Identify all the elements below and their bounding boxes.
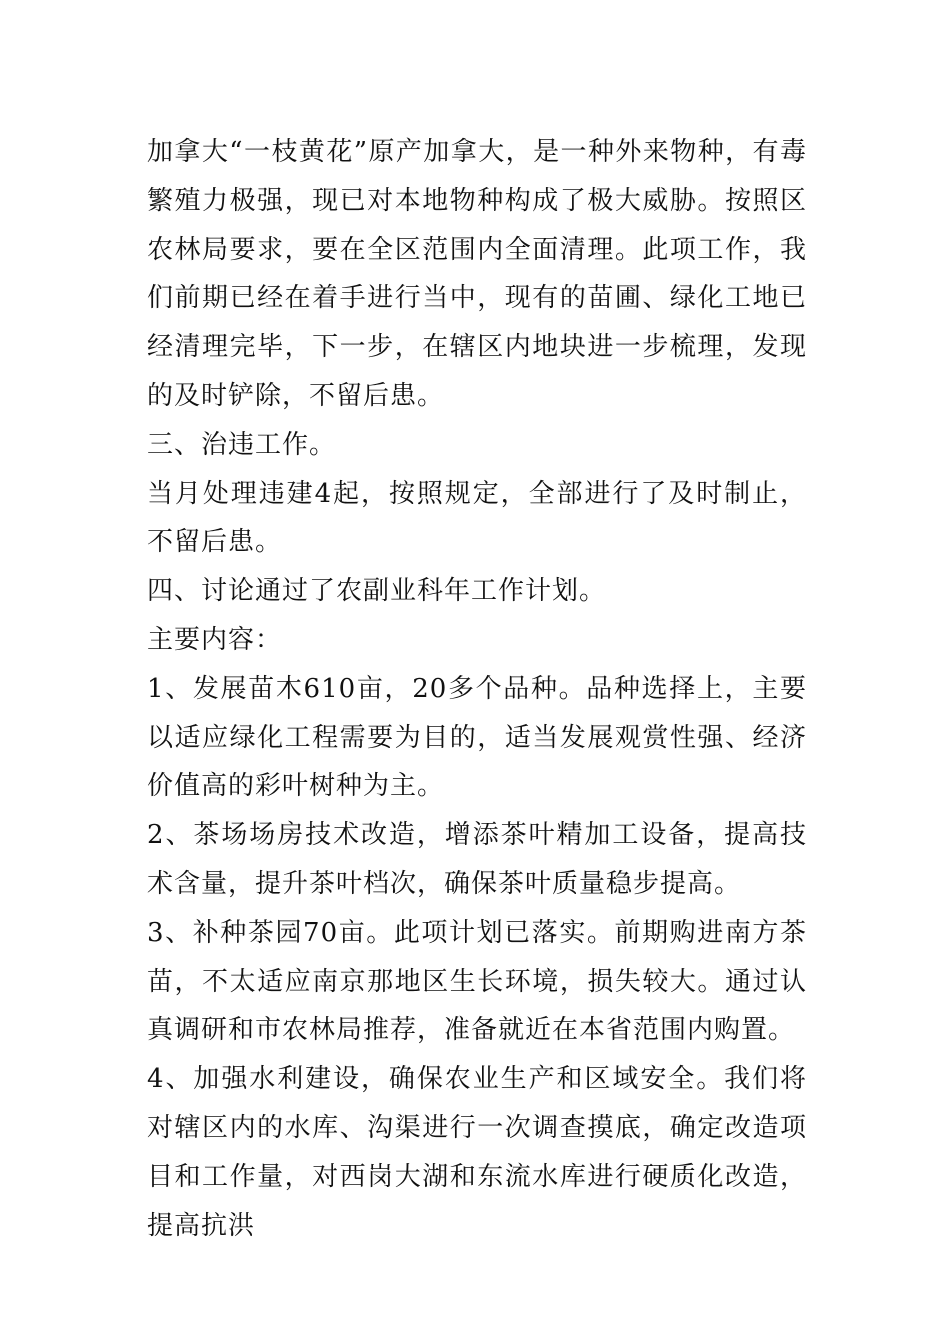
paragraph-illegal-construction: 当月处理违建4起，按照规定，全部进行了及时制止，不留后患。 xyxy=(147,478,807,558)
heading-main-content: 主要内容： xyxy=(147,624,283,655)
list-item-tea-garden: 3、补种茶园70亩。此项计划已落实。前期购进南方茶苗，不太适应南京那地区生长环境，损失较大。通过认真调研和市农林局推荐，准备就近在本省范围内购置。 xyxy=(147,917,807,1046)
list-item-tea-factory: 2、茶场场房技术改造，增添茶叶精加工设备，提高技术含量，提升茶叶档次，确保茶叶质量稳步提高。 xyxy=(147,820,807,899)
list-item-water-conservancy: 4、加强水利建设，确保农业生产和区域安全。我们将对辖区内的水库、沟渠进行一次调查摸底，确定改造项目和工作量，对西岗大湖和东流水库进行硬质化改造，提高抗洪 xyxy=(147,1064,807,1241)
heading-work-plan: 四、讨论通过了农副业科年工作计划。 xyxy=(147,576,607,607)
heading-illegal-construction: 三、治违工作。 xyxy=(147,429,337,460)
paragraph-invasive-species: 加拿大“一枝黄花”原产加拿大，是一种外来物种，有毒繁殖力极强，现已对本地物种构成了极大威胁。按照区农林局要求，要在全区范围内全面清理。此项工作，我们前期已经在着手进行当中，现有的苗圃、绿化工地已经清理完毕，下一步，在辖区内地块进一步梳理，发现的及时铲除，不留后患。 xyxy=(147,137,807,411)
document-body xyxy=(147,128,807,1250)
list-item-seedlings: 1、发展苗木610亩，20多个品种。品种选择上，主要以适应绿化工程需要为目的，适当发展观赏性强、经济价值高的彩叶树种为主。 xyxy=(147,673,807,802)
